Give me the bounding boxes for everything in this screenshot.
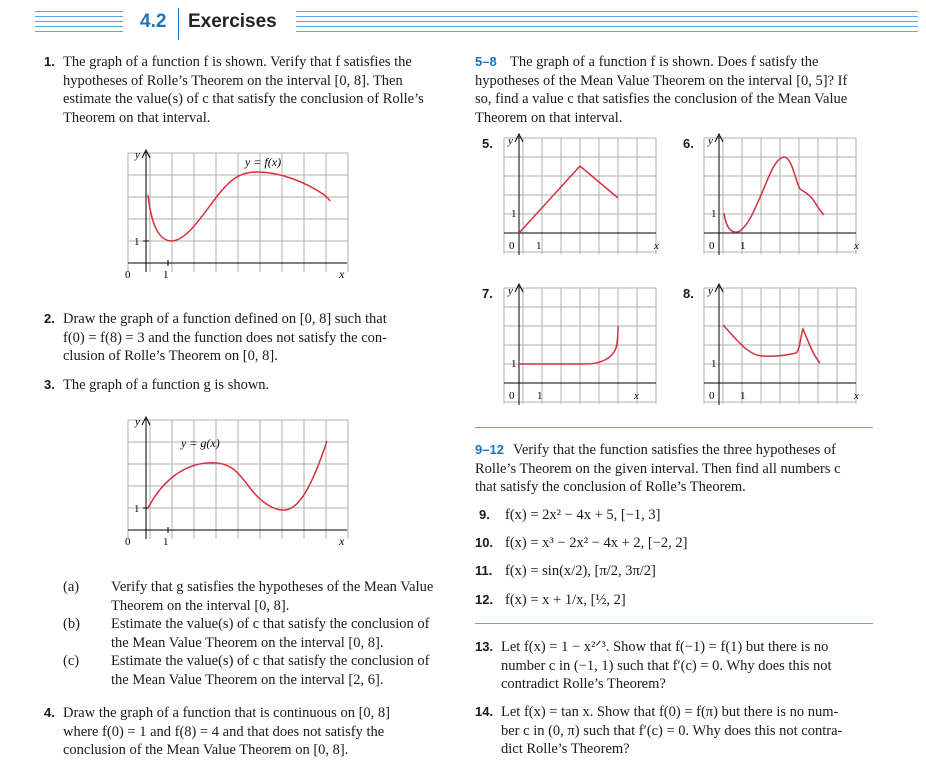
problem-text-line: ber c in (0, π) such that f′(c) = 0. Why does this not contra-: [501, 722, 843, 739]
problem-4: [44, 704, 444, 760]
origin-label: 0: [709, 390, 715, 402]
problem-text-line: The graph of a function f is shown. Does f satisfy the: [510, 54, 819, 70]
part-label: (c): [63, 653, 80, 669]
x-axis-label: x: [854, 240, 859, 252]
exercise-text: f(x) = x + 1/x, [½, 2]: [505, 592, 626, 608]
grid: [128, 420, 348, 539]
origin-label: 0: [509, 390, 515, 402]
x-axis-label: x: [654, 240, 659, 252]
problem-text-line: Theorem on that interval.: [63, 109, 211, 126]
section-rule: [475, 623, 873, 624]
part-text-line: Estimate the value(s) of c that satisfy the conclusion of: [111, 616, 430, 632]
part-text-line: Verify that g satisfies the hypotheses of the Mean Value: [111, 579, 434, 595]
figure-7-graph: [500, 283, 670, 413]
exercise-number: 12.: [475, 592, 494, 607]
problem-number: 3.: [44, 377, 55, 392]
part-text-line: the Mean Value Theorem on the interval [0, 8].: [111, 634, 384, 651]
exercise-text: f(x) = 2x² − 4x + 5, [−1, 3]: [505, 507, 661, 523]
part-text-line: the Mean Value Theorem on the interval [2, 6].: [111, 671, 384, 688]
problem-text-line: where f(0) = 1 and f(8) = 4 and that does not satisfy the: [63, 723, 385, 740]
problem-text-line: Draw the graph of a function defined on [0, 8] such that: [63, 311, 387, 327]
x-tick-label: 1: [740, 390, 746, 402]
grid: [704, 288, 856, 404]
x-tick-label: 1: [163, 269, 169, 281]
part-text-line: Estimate the value(s) of c that satisfy the conclusion of: [111, 653, 430, 669]
figure-number: 8.: [683, 286, 694, 301]
part-label: (a): [63, 579, 80, 595]
curve-label: y = g(x): [181, 436, 220, 450]
y-axis-label: y: [708, 135, 713, 147]
x-tick-label: 1: [537, 390, 543, 402]
section-divider: [178, 8, 179, 40]
y-tick-label: 1: [511, 358, 517, 370]
x-tick-label: 1: [163, 536, 169, 548]
figure-number: 6.: [683, 136, 694, 151]
problem-text-line: f(0) = f(8) = 3 and the function does not satisfy the con-: [63, 329, 387, 346]
x-axis-label: x: [339, 534, 345, 548]
origin-label: 0: [509, 240, 515, 252]
problem-text-line: contradict Rolle’s Theorem?: [501, 676, 666, 692]
problem-14: [475, 703, 915, 759]
header-rule-left: [35, 11, 123, 34]
problem-number: 4.: [44, 705, 55, 720]
problem-number: 5–8: [475, 54, 497, 69]
x-tick-label: 1: [536, 240, 542, 252]
problem-text-line: Theorem on that interval.: [475, 109, 623, 126]
figure-8-graph: [700, 283, 870, 413]
section-number: 4.2: [140, 11, 167, 32]
problem-5-8: [475, 53, 915, 127]
section-rule: [475, 427, 873, 428]
exercise-text: f(x) = x³ − 2x² − 4x + 2, [−2, 2]: [505, 535, 688, 551]
problem-text-line: Let f(x) = 1 − x²ᐟ³. Show that f(−1) = f(1) but there is no: [501, 639, 829, 655]
problem-text-line: so, find a value c that satisfies the conclusion of the Mean Value: [475, 91, 848, 107]
problem-text-line: hypotheses of the Mean Value Theorem on the interval [0, 5]? If: [475, 72, 848, 89]
part-label: (b): [63, 616, 80, 632]
problem-text-line: that satisfy the conclusion of Rolle’s Theorem.: [475, 479, 746, 495]
problem-9-12: [475, 441, 915, 497]
part-c: [63, 652, 453, 689]
problem-text-line: Draw the graph of a function that is continuous on [0, 8]: [63, 705, 390, 721]
figure-6-graph: [700, 133, 870, 263]
problem-text-line: conclusion of the Mean Value Theorem on [0, 8].: [63, 742, 349, 758]
problem-text-line: Rolle’s Theorem on the given interval. Then find all numbers c: [475, 460, 841, 477]
origin-label: 0: [125, 536, 131, 548]
problem-number: 1.: [44, 54, 55, 69]
y-axis-label: y: [508, 135, 513, 147]
curve-label: y = f(x): [245, 155, 282, 169]
x-axis-label: x: [854, 390, 859, 402]
problem-text-line: The graph of a function f is shown. Verify that f satisfies the: [63, 54, 412, 70]
exercise-number: 11.: [475, 563, 493, 578]
problem-3: [44, 376, 444, 395]
problem-number: 9–12: [475, 442, 504, 457]
problem-2: [44, 310, 444, 366]
y-tick-label: 1: [134, 236, 140, 248]
problem-text-line: dict Rolle’s Theorem?: [501, 741, 630, 757]
grid: [504, 138, 656, 254]
section-title: Exercises: [188, 11, 277, 32]
grid: [128, 153, 348, 272]
problem-text-line: hypotheses of Rolle’s Theorem on the interval [0, 8]. Then: [63, 72, 403, 89]
problem-number: 2.: [44, 311, 55, 326]
problem-1: [44, 53, 444, 127]
exercise-text: f(x) = sin(x/2), [π/2, 3π/2]: [505, 563, 656, 579]
problem-text-line: number c in (−1, 1) such that f′(c) = 0. Why does this not: [501, 657, 832, 674]
grid: [704, 138, 856, 254]
exercise-number: 10.: [475, 535, 494, 550]
y-axis-label: y: [508, 285, 513, 297]
exercise-9: [479, 506, 899, 524]
exercise-number: 9.: [479, 507, 490, 522]
exercise-10: [475, 534, 895, 552]
figure-5-graph: [500, 133, 670, 263]
origin-label: 0: [125, 269, 131, 281]
exercise-12: [475, 591, 895, 609]
figure-number: 7.: [482, 286, 493, 301]
problem-number: 13.: [475, 639, 494, 654]
x-axis-label: x: [339, 267, 345, 281]
origin-label: 0: [709, 240, 715, 252]
y-tick-label: 1: [134, 503, 140, 515]
y-axis-label: y: [708, 285, 713, 297]
x-axis-label: x: [634, 390, 639, 402]
figure-3-graph: [115, 413, 355, 553]
curve-f: [148, 172, 330, 241]
y-axis-label: y: [135, 416, 140, 428]
figure-1-graph: [115, 146, 355, 286]
y-axis-label: y: [135, 149, 140, 161]
part-b: [63, 615, 453, 652]
grid: [504, 288, 656, 404]
figure-number: 5.: [482, 136, 493, 151]
header-rule-right: [296, 11, 918, 34]
y-tick-label: 1: [711, 208, 717, 220]
problem-text-line: Verify that the function satisfies the three hypotheses of: [513, 442, 836, 458]
part-text-line: Theorem on the interval [0, 8].: [111, 597, 290, 614]
y-tick-label: 1: [511, 208, 517, 220]
problem-3-parts: [63, 578, 453, 689]
problem-text-line: Let f(x) = tan x. Show that f(0) = f(π) but there is no num-: [501, 704, 839, 720]
part-a: [63, 578, 453, 615]
problem-number: 14.: [475, 704, 494, 719]
problem-13: [475, 638, 915, 694]
problem-text-line: The graph of a function g is shown.: [63, 377, 270, 393]
curve: [723, 325, 820, 363]
y-tick-label: 1: [711, 358, 717, 370]
problem-text-line: clusion of Rolle’s Theorem on [0, 8].: [63, 348, 278, 364]
x-tick-label: 1: [740, 240, 746, 252]
problem-text-line: estimate the value(s) of c that satisfy the conclusion of Rolle’s: [63, 91, 424, 107]
exercise-11: [475, 562, 895, 580]
